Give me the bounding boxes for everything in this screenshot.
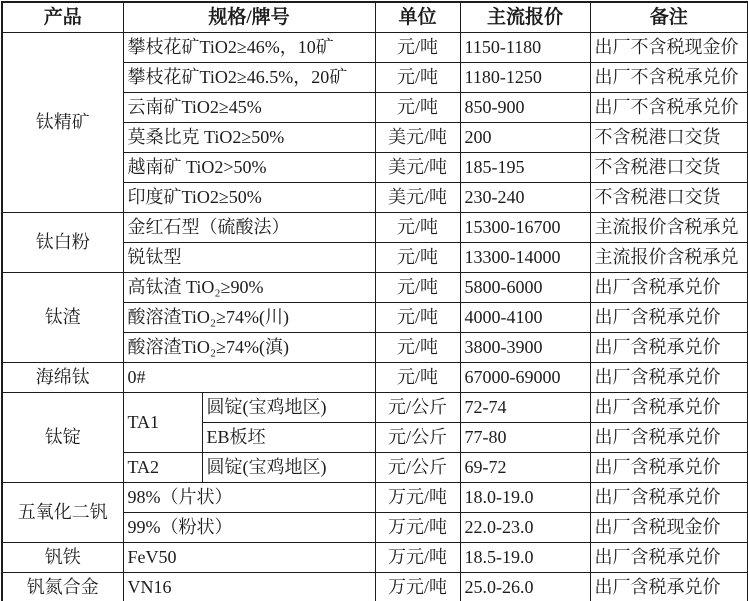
- price-cell: 1150-1180: [460, 33, 590, 63]
- price-cell: 72-74: [460, 393, 590, 423]
- header-row: [2, 2, 748, 33]
- table-row: [2, 33, 748, 63]
- col-header-spec: 规格/牌号: [123, 2, 375, 33]
- product-cell: 五氧化二钒: [2, 483, 123, 543]
- spec-cell: 酸溶渣TiO₂≥74%(川): [123, 303, 375, 333]
- unit-cell: 元/吨: [375, 243, 460, 273]
- spec-cell: 锐钛型: [123, 243, 375, 273]
- price-cell: 3800-3900: [460, 333, 590, 363]
- price-cell: 77-80: [460, 423, 590, 453]
- table-row: [2, 213, 748, 243]
- spec-cell: 高钛渣 TiO₂≥90%: [123, 273, 375, 303]
- col-header-product: 产品: [2, 2, 123, 33]
- price-cell: 25.0-26.0: [460, 573, 590, 601]
- note-cell: 出厂含税承兑价: [590, 423, 748, 453]
- price-cell: 15300-16700: [460, 213, 590, 243]
- spec-cell: 越南矿 TiO2>50%: [123, 153, 375, 183]
- table-row: [2, 573, 748, 601]
- table-row: [2, 393, 748, 423]
- grade-cell: TA1: [123, 393, 202, 453]
- spec-cell: VN16: [123, 573, 375, 601]
- product-cell: 钛渣: [2, 273, 123, 363]
- table-row: [2, 363, 748, 393]
- col-header-price: 主流报价: [460, 2, 590, 33]
- table-row: [2, 543, 748, 573]
- price-cell: 850-900: [460, 93, 590, 123]
- unit-cell: 元/吨: [375, 333, 460, 363]
- note-cell: 不含税港口交货: [590, 153, 748, 183]
- unit-cell: 元/吨: [375, 63, 460, 93]
- unit-cell: 万元/吨: [375, 513, 460, 543]
- note-cell: 主流报价含税承兑: [590, 213, 748, 243]
- unit-cell: 元/公斤: [375, 423, 460, 453]
- product-cell: 钛白粉: [2, 213, 123, 273]
- unit-cell: 元/吨: [375, 33, 460, 63]
- unit-cell: 元/吨: [375, 273, 460, 303]
- table-row: [2, 273, 748, 303]
- spec-cell: 攀枝花矿TiO2≥46.5%，20矿: [123, 63, 375, 93]
- unit-cell: 美元/吨: [375, 153, 460, 183]
- spec-cell: 酸溶渣TiO₂≥74%(滇): [123, 333, 375, 363]
- spec-cell: 攀枝花矿TiO2≥46%，10矿: [123, 33, 375, 63]
- price-cell: 13300-14000: [460, 243, 590, 273]
- price-cell: 18.0-19.0: [460, 483, 590, 513]
- grade-cell: TA2: [123, 453, 202, 483]
- product-cell: 钒铁: [2, 543, 123, 573]
- note-cell: 出厂含税承兑价: [590, 483, 748, 513]
- spec-cell: 98%（片状）: [123, 483, 375, 513]
- spec-cell: 金红石型（硫酸法）: [123, 213, 375, 243]
- note-cell: 出厂不含税承兑价: [590, 63, 748, 93]
- product-cell: 钒氮合金: [2, 573, 123, 601]
- unit-cell: 万元/吨: [375, 543, 460, 573]
- price-table: [1, 1, 748, 601]
- unit-cell: 美元/吨: [375, 123, 460, 153]
- unit-cell: 元/公斤: [375, 453, 460, 483]
- unit-cell: 元/吨: [375, 213, 460, 243]
- unit-cell: 元/吨: [375, 93, 460, 123]
- unit-cell: 元/吨: [375, 303, 460, 333]
- note-cell: 出厂不含税现金价: [590, 33, 748, 63]
- price-cell: 5800-6000: [460, 273, 590, 303]
- price-cell: 22.0-23.0: [460, 513, 590, 543]
- product-cell: 海绵钛: [2, 363, 123, 393]
- price-cell: 69-72: [460, 453, 590, 483]
- spec-cell: 0#: [123, 363, 375, 393]
- unit-cell: 元/吨: [375, 363, 460, 393]
- spec-cell: 圆锭(宝鸡地区): [202, 453, 375, 483]
- product-cell: 钛精矿: [2, 33, 123, 213]
- note-cell: 出厂含税承兑价: [590, 453, 748, 483]
- spec-cell: 圆锭(宝鸡地区): [202, 393, 375, 423]
- note-cell: 主流报价含税承兑: [590, 243, 748, 273]
- note-cell: 出厂含税承兑价: [590, 573, 748, 601]
- note-cell: 出厂含税承兑价: [590, 543, 748, 573]
- note-cell: 出厂含税承兑价: [590, 273, 748, 303]
- note-cell: 出厂含税现金价: [590, 513, 748, 543]
- note-cell: 出厂不含税承兑价: [590, 93, 748, 123]
- product-cell: 钛锭: [2, 393, 123, 483]
- table-row: [2, 483, 748, 513]
- unit-cell: 元/公斤: [375, 393, 460, 423]
- col-header-unit: 单位: [375, 2, 460, 33]
- spec-cell: 99%（粉状）: [123, 513, 375, 543]
- price-cell: 200: [460, 123, 590, 153]
- note-cell: 不含税港口交货: [590, 183, 748, 213]
- note-cell: 不含税港口交货: [590, 123, 748, 153]
- note-cell: 出厂含税承兑价: [590, 393, 748, 423]
- note-cell: 出厂含税承兑价: [590, 303, 748, 333]
- spec-cell: EB板坯: [202, 423, 375, 453]
- price-cell: 18.5-19.0: [460, 543, 590, 573]
- price-cell: 185-195: [460, 153, 590, 183]
- unit-cell: 万元/吨: [375, 573, 460, 601]
- price-cell: 230-240: [460, 183, 590, 213]
- note-cell: 出厂含税承兑价: [590, 333, 748, 363]
- unit-cell: 美元/吨: [375, 183, 460, 213]
- spec-cell: 印度矿TiO2≥50%: [123, 183, 375, 213]
- spec-cell: 云南矿TiO2≥45%: [123, 93, 375, 123]
- col-header-note: 备注: [590, 2, 748, 33]
- price-cell: 1180-1250: [460, 63, 590, 93]
- price-cell: 4000-4100: [460, 303, 590, 333]
- unit-cell: 万元/吨: [375, 483, 460, 513]
- price-cell: 67000-69000: [460, 363, 590, 393]
- spec-cell: 莫桑比克 TiO2≥50%: [123, 123, 375, 153]
- note-cell: 出厂含税承兑价: [590, 363, 748, 393]
- spec-cell: FeV50: [123, 543, 375, 573]
